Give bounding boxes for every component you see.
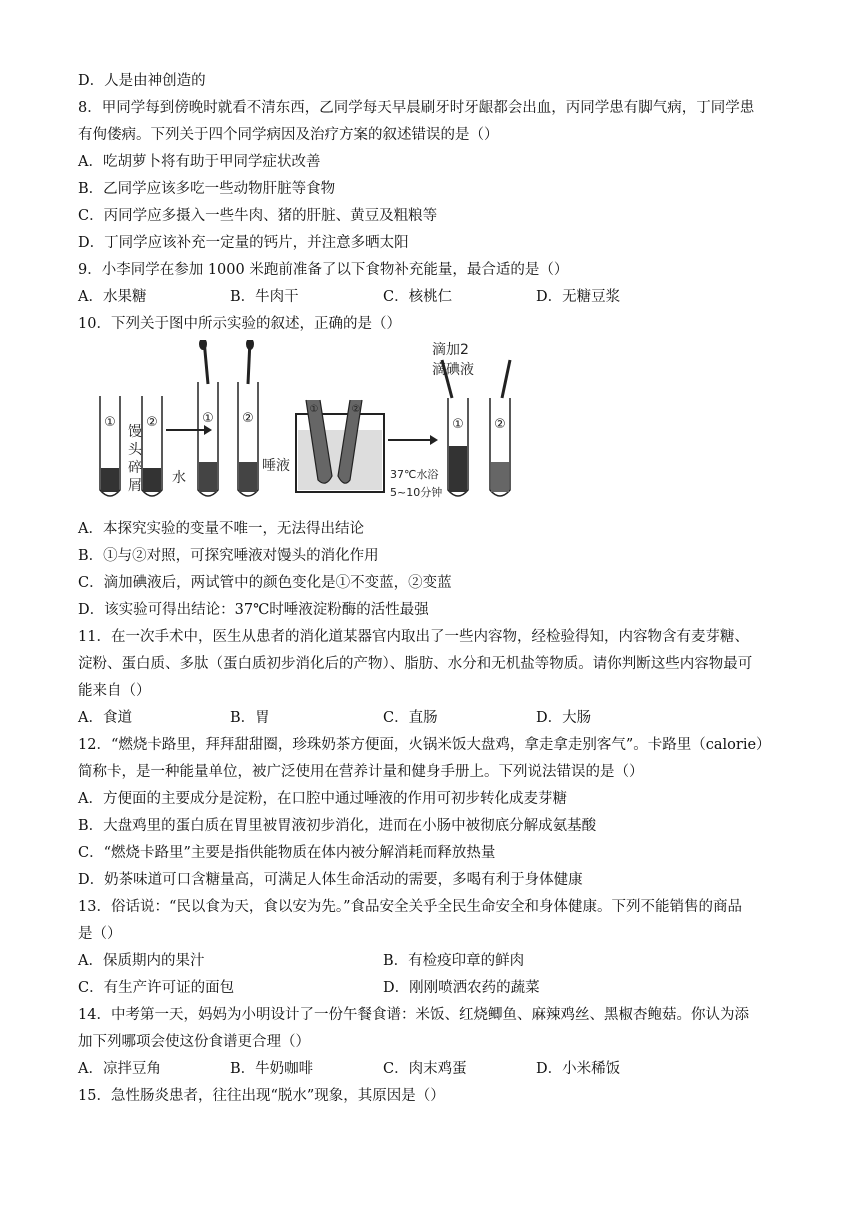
q9-stem: 9．小李同学在参加 1000 米跑前准备了以下食物补充能量，最合适的是（） <box>78 262 569 278</box>
svg-text:②: ② <box>242 411 254 426</box>
tube2-label: ② <box>146 415 158 430</box>
q13-stem-line1: 13．俗话说：“民以食为天，食以安为先。”食品安全关乎全民生命安全和身体健康。下列不能销售的商品 <box>78 899 743 915</box>
iodine-label <box>432 342 474 378</box>
q8-stem-line2: 有佝偻病。下列关于四个同学病因及治疗方案的叙述错误的是（） <box>78 127 499 143</box>
q11-option-c: C．直肠 <box>383 710 438 726</box>
saliva-label: 唾液 <box>262 458 290 474</box>
q8-stem-line1: 8．甲同学每到傍晚时就看不清东西，乙同学每天早晨刷牙时牙龈都会出血，丙同学患有脚气病，丁同学患 <box>78 100 755 116</box>
q11-option-d: D．大肠 <box>536 710 592 726</box>
q11-stem-line2: 淀粉、蛋白质、多肽（蛋白质初步消化后的产物）、脂肪、水分和无机盐等物质。请你判断这些内容物最可 <box>78 656 753 672</box>
svg-text:馒: 馒 <box>128 424 142 440</box>
q9-option-c: C．核桃仁 <box>383 289 453 305</box>
q14-option-c: C．肉末鸡蛋 <box>383 1061 467 1077</box>
q14-option-d: D．小米稀饭 <box>536 1061 621 1077</box>
svg-text:屑: 屑 <box>128 478 142 494</box>
q14-option-a: A．凉拌豆角 <box>78 1061 161 1077</box>
svg-text:①: ① <box>202 411 214 426</box>
q12-stem-line1: 12．“燃烧卡路里，拜拜甜甜圈，珍珠奶茶方便面，火锅米饭大盘鸡，拿走拿走别客气”。卡路里（calorie） <box>78 737 771 753</box>
q11-option-b: B．胃 <box>230 710 270 726</box>
svg-text:碎: 碎 <box>128 460 142 476</box>
q12-option-c: C．“燃烧卡路里”主要是指供能物质在体内被分解消耗而释放热量 <box>78 845 496 861</box>
q15-stem: 15．急性肠炎患者，往往出现“脱水”现象，其原因是（） <box>78 1088 445 1104</box>
svg-text:①: ① <box>452 417 464 432</box>
q7-option-d: D．人是由神创造的 <box>78 73 206 89</box>
q10-option-b: B．①与②对照，可探究唾液对馒头的消化作用 <box>78 548 379 564</box>
test-tube-2-initial <box>142 396 162 496</box>
svg-text:②: ② <box>351 404 361 415</box>
test-tube-1-initial <box>100 396 120 496</box>
bath-temp-label: 37℃水浴 <box>390 468 439 481</box>
tube1-label: ① <box>104 415 116 430</box>
q8-option-a: A．吃胡萝卜将有助于甲同学症状改善 <box>78 154 321 170</box>
q12-option-a: A．方便面的主要成分是淀粉，在口腔中通过唾液的作用可初步转化成麦芽糖 <box>78 791 567 807</box>
q11-stem-line3: 能来自（） <box>78 683 151 699</box>
water-label: 水 <box>172 470 186 486</box>
q12-option-d: D．奶茶味道可口含糖量高，可满足人体生命活动的需要，多喝有利于身体健康 <box>78 872 583 888</box>
tube2-final <box>490 360 510 496</box>
q10-stem: 10．下列关于图中所示实验的叙述，正确的是（） <box>78 316 401 332</box>
tube1-with-water <box>172 340 218 496</box>
q13-option-c: C．有生产许可证的面包 <box>78 980 235 996</box>
q9-option-a: A．水果糖 <box>78 289 147 305</box>
svg-text:头: 头 <box>128 442 142 458</box>
q14-option-b: B．牛奶咖啡 <box>230 1061 314 1077</box>
tube1-final <box>442 360 468 496</box>
arrow-2 <box>388 435 442 499</box>
q14-stem-line1: 14．中考第一天，妈妈为小明设计了一份午餐食谱：米饭、红烧鲫鱼、麻辣鸡丝、黑椒杏鲍菇。你认为添 <box>78 1007 749 1023</box>
bath-time-label: 5~10分钟 <box>390 486 443 499</box>
q13-option-d: D．刚刚喷洒农药的蔬菜 <box>383 980 540 996</box>
q10-option-d: D．该实验可得出结论：37℃时唾液淀粉酶的活性最强 <box>78 602 429 618</box>
water-bath <box>296 400 384 492</box>
q8-option-c: C．丙同学应多摄入一些牛肉、猪的肝脏、黄豆及粗粮等 <box>78 208 438 224</box>
q9-option-d: D．无糖豆浆 <box>536 289 621 305</box>
q11-option-a: A．食道 <box>78 710 132 726</box>
q12-option-b: B．大盘鸡里的蛋白质在胃里被胃液初步消化，进而在小肠中被彻底分解成氨基酸 <box>78 818 597 834</box>
svg-text:②: ② <box>494 417 506 432</box>
svg-text:①: ① <box>309 404 319 415</box>
svg-text:滴加2: 滴加2 <box>432 342 469 358</box>
arrow-1 <box>166 425 212 435</box>
q13-option-a: A．保质期内的果汁 <box>78 953 205 969</box>
q8-option-d: D．丁同学应该补充一定量的钙片，并注意多晒太阳 <box>78 235 409 251</box>
q8-option-b: B．乙同学应该多吃一些动物肝脏等食物 <box>78 181 336 197</box>
tube2-with-saliva <box>238 340 290 496</box>
q13-option-b: B．有检疫印章的鲜肉 <box>383 953 525 969</box>
q9-option-b: B．牛肉干 <box>230 289 299 305</box>
q10-option-c: C．滴加碘液后，两试管中的颜色变化是①不变蓝，②变蓝 <box>78 575 452 591</box>
svg-text:滴碘液: 滴碘液 <box>432 362 474 378</box>
experiment-figure <box>92 340 542 515</box>
q12-stem-line2: 简称卡，是一种能量单位，被广泛使用在营养计量和健身手册上。下列说法错误的是（） <box>78 764 644 780</box>
q10-option-a: A．本探究实验的变量不唯一，无法得出结论 <box>78 521 364 537</box>
q14-stem-line2: 加下列哪项会使这份食谱更合理（） <box>78 1034 310 1050</box>
q11-stem-line1: 11．在一次手术中，医生从患者的消化道某器官内取出了一些内容物，经检验得知，内容物含有麦芽糖、 <box>78 629 749 645</box>
q13-stem-line2: 是（） <box>78 926 122 942</box>
mantou-label <box>128 424 143 494</box>
